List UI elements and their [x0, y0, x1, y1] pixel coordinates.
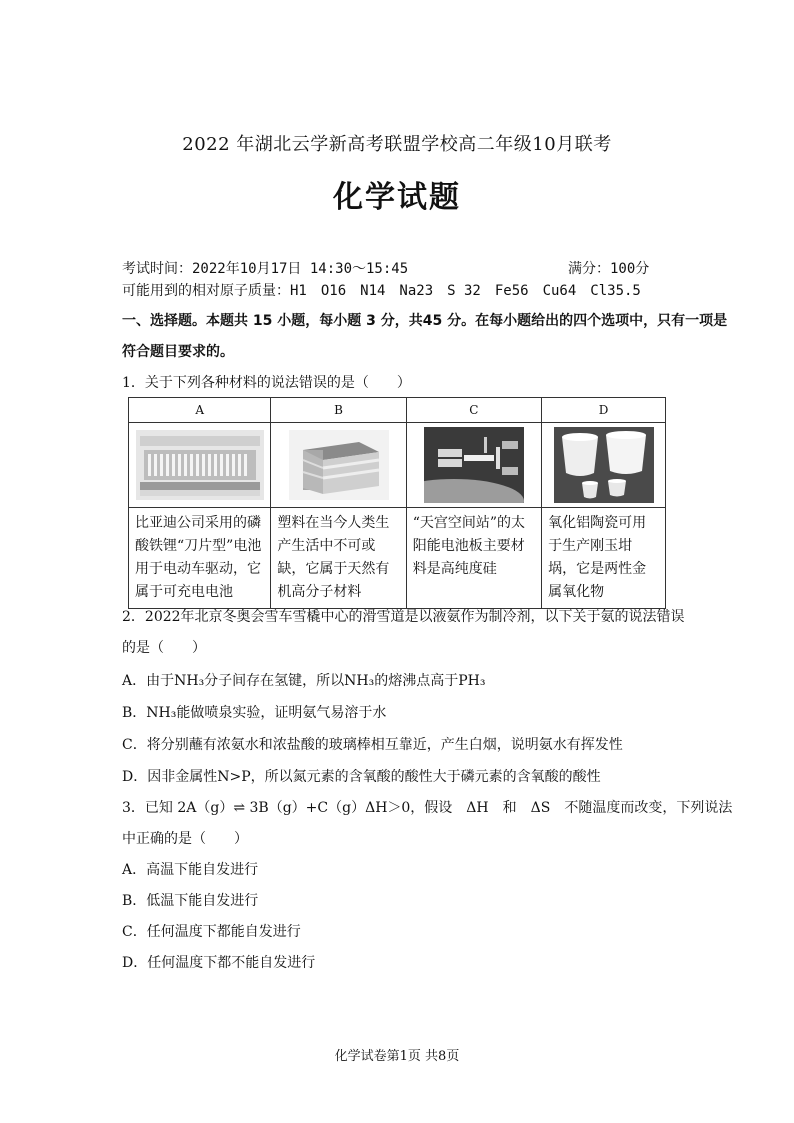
q2-stem-line1: 2．2022年北京冬奥会雪车雪橇中心的滑雪道是以液氨作为制冷剂，以下关于氨的说法错误: [122, 609, 685, 625]
q1-image-d: [542, 423, 666, 508]
q2-option-c: C．将分别蘸有浓氨水和浓盐酸的玻璃棒相互靠近，产生白烟，说明氨水有挥发性: [122, 737, 623, 753]
q1-col-b: B: [271, 398, 406, 423]
exam-score: 满分：100分: [568, 261, 650, 277]
q1-desc-a: 比亚迪公司采用的磷酸铁锂“刀片型”电池用于电动车驱动，它属于可充电电池: [129, 508, 271, 609]
q1-desc-c: “天宫空间站”的太阳能电池板主要材料是高纯度硅: [406, 508, 541, 609]
space-station-image: [424, 427, 524, 503]
section-heading-line1: 一、选择题。本题共 15 小题，每小题 3 分，共45 分。在每小题给出的四个选项中，只有一项是: [122, 313, 728, 329]
q1-table: [128, 397, 666, 609]
q1-image-c: [406, 423, 541, 508]
q3-stem-line1: 3．已知 2A（g）⇌ 3B（g）+C（g）ΔH＞0，假设 ΔH 和 ΔS 不随温度而改变，下列说法: [122, 800, 733, 816]
blade-battery-image: [136, 430, 264, 500]
q3-option-b: B．低温下能自发进行: [122, 893, 259, 909]
q1-col-c: C: [406, 398, 541, 423]
section-heading-line2: 符合题目要求的。: [122, 344, 234, 360]
page-footer: 化学试卷第1页 共8页: [334, 1049, 460, 1064]
plastic-container-image: [289, 430, 389, 500]
q1-col-d: D: [542, 398, 666, 423]
q2-stem-line2: 的是（ ）: [122, 640, 206, 656]
q3-option-a: A．高温下能自发进行: [122, 862, 259, 878]
q3-option-c: C．任何温度下都能自发进行: [122, 924, 301, 940]
q1-desc-d: 氧化铝陶瓷可用于生产刚玉坩埚，它是两性金属氧化物: [542, 508, 666, 609]
atomic-masses: 可能用到的相对原子质量：H1 O16 N14 Na23 S 32 Fe56 Cu64 Cl35.5: [122, 283, 641, 299]
q1-image-b: [271, 423, 406, 508]
q1-col-a: A: [129, 398, 271, 423]
page-title: 化学试题: [333, 180, 461, 215]
q2-option-d: D．因非金属性N>P，所以氮元素的含氧酸的酸性大于磷元素的含氧酸的酸性: [122, 769, 601, 785]
q1-stem: 1．关于下列各种材料的说法错误的是（ ）: [122, 375, 411, 391]
q3-option-d: D．任何温度下都不能自发进行: [122, 955, 316, 971]
exam-header: 2022 年湖北云学新高考联盟学校高二年级10月联考: [182, 134, 612, 155]
q2-option-a: A．由于NH₃分子间存在氢键，所以NH₃的熔沸点高于PH₃: [122, 673, 486, 689]
exam-time: 考试时间：2022年10月17日 14:30～15:45: [122, 261, 409, 277]
q1-desc-b: 塑料在当今人类生产生活中不可或缺，它属于天然有机高分子材料: [271, 508, 406, 609]
q1-image-a: [129, 423, 271, 508]
q2-option-b: B．NH₃能做喷泉实验，证明氨气易溶于水: [122, 705, 387, 721]
q3-stem-line2: 中正确的是（ ）: [122, 831, 248, 847]
ceramic-crucible-image: [554, 427, 654, 503]
